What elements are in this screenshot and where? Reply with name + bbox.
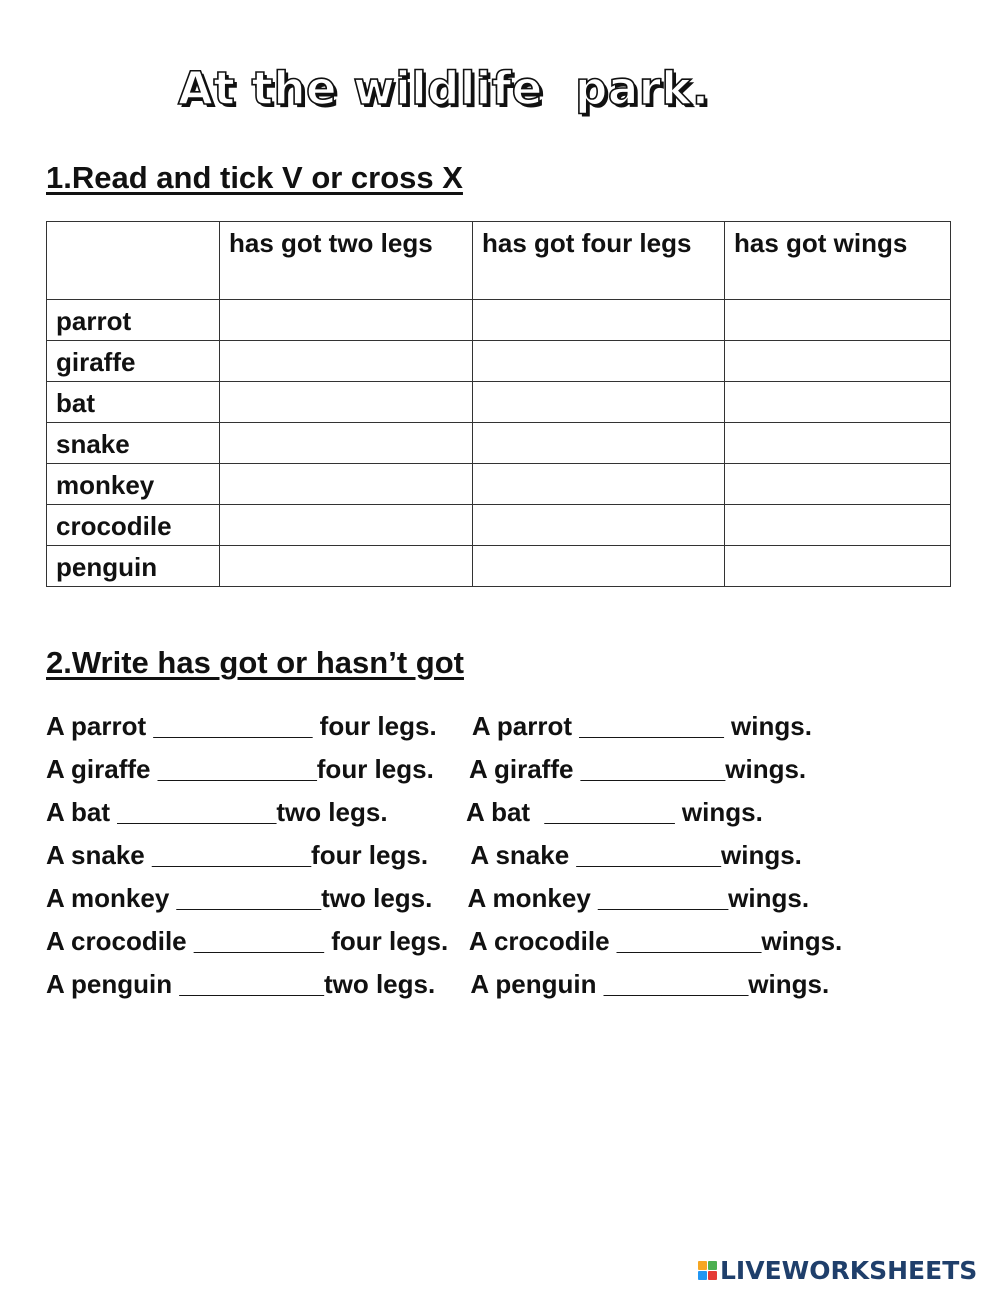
fill-in-sentence[interactable]: A bat ___________two legs. A bat _________ wings.	[46, 797, 763, 827]
answer-cell[interactable]	[725, 423, 951, 464]
answer-cell[interactable]	[220, 546, 473, 587]
sentence-list	[46, 705, 842, 1006]
answer-cell[interactable]	[725, 505, 951, 546]
section2-heading: 2.Write has got or hasn’t got	[46, 645, 464, 680]
answer-cell[interactable]	[725, 382, 951, 423]
animal-label: penguin	[47, 546, 220, 587]
table-header-cell	[47, 222, 220, 300]
table-row	[47, 300, 951, 341]
fill-in-sentence[interactable]: A monkey __________two legs. A monkey _________wings.	[46, 883, 810, 913]
tick-cross-table	[46, 221, 951, 587]
fill-in-sentence[interactable]: A snake ___________four legs. A snake __________wings.	[46, 840, 802, 870]
animal-label: giraffe	[47, 341, 220, 382]
answer-cell[interactable]	[473, 423, 725, 464]
answer-cell[interactable]	[725, 546, 951, 587]
logo-cube	[708, 1271, 717, 1280]
table-header-cell: has got wings	[725, 222, 951, 300]
logo-cube	[708, 1261, 717, 1270]
table-header-cell: has got two legs	[220, 222, 473, 300]
animal-label: crocodile	[47, 505, 220, 546]
animal-label: snake	[47, 423, 220, 464]
page-title: At the wildlife park.	[178, 62, 710, 115]
table-header-cell: has got four legs	[473, 222, 725, 300]
logo-text: LIVEWORKSHEETS	[720, 1256, 978, 1285]
answer-cell[interactable]	[473, 546, 725, 587]
answer-cell[interactable]	[220, 464, 473, 505]
table-row	[47, 382, 951, 423]
answer-cell[interactable]	[220, 341, 473, 382]
logo-cubes-icon	[698, 1261, 717, 1280]
table-row	[47, 464, 951, 505]
answer-cell[interactable]	[220, 300, 473, 341]
liveworksheets-logo	[698, 1256, 977, 1285]
fill-in-sentence[interactable]: A penguin __________two legs. A penguin __________wings.	[46, 969, 830, 999]
table-row	[47, 505, 951, 546]
animal-label: monkey	[47, 464, 220, 505]
logo-cube	[698, 1261, 707, 1270]
answer-cell[interactable]	[473, 382, 725, 423]
answer-cell[interactable]	[725, 341, 951, 382]
section1-heading: 1.Read and tick V or cross X	[46, 160, 463, 195]
animal-label: parrot	[47, 300, 220, 341]
answer-cell[interactable]	[725, 464, 951, 505]
table-header-row	[47, 222, 951, 300]
table-row	[47, 341, 951, 382]
fill-in-sentence[interactable]: A parrot ___________ four legs. A parrot __________ wings.	[46, 711, 812, 741]
answer-cell[interactable]	[220, 505, 473, 546]
logo-cube	[698, 1271, 707, 1280]
answer-cell[interactable]	[473, 300, 725, 341]
table-row	[47, 546, 951, 587]
answer-cell[interactable]	[473, 464, 725, 505]
animal-label: bat	[47, 382, 220, 423]
answer-cell[interactable]	[473, 341, 725, 382]
table-row	[47, 423, 951, 464]
answer-cell[interactable]	[473, 505, 725, 546]
answer-cell[interactable]	[220, 382, 473, 423]
answer-cell[interactable]	[220, 423, 473, 464]
fill-in-sentence[interactable]: A crocodile _________ four legs. A crocodile __________wings.	[46, 926, 843, 956]
answer-cell[interactable]	[725, 300, 951, 341]
fill-in-sentence[interactable]: A giraffe ___________four legs. A giraffe __________wings.	[46, 754, 807, 784]
